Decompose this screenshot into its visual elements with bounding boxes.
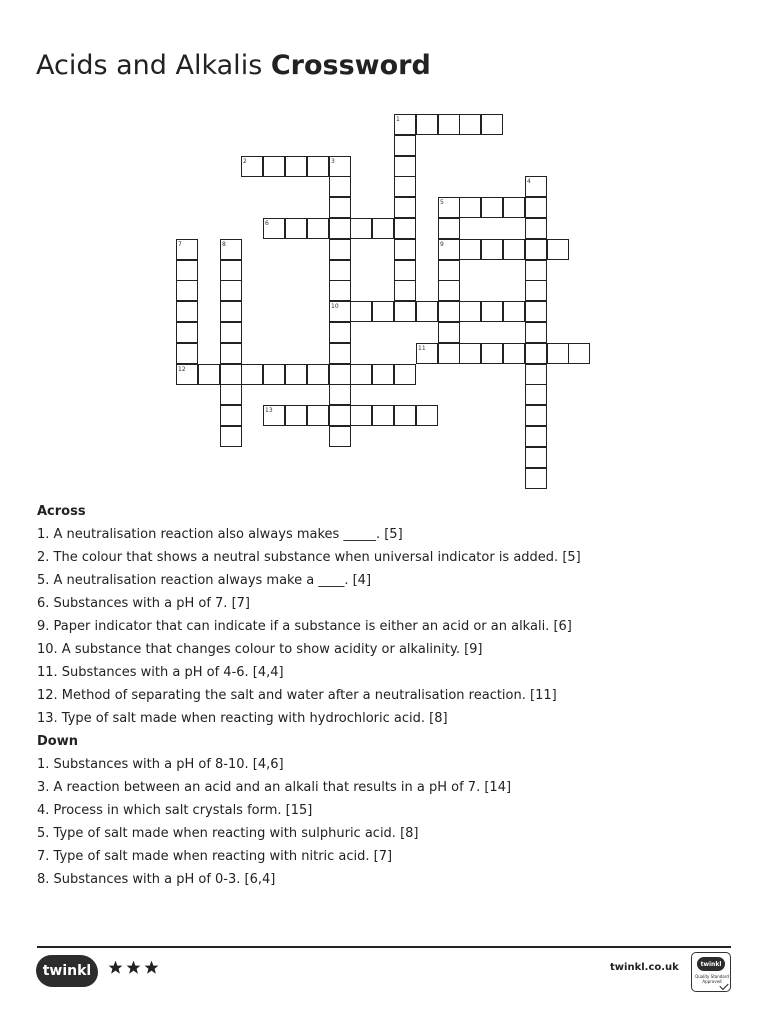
crossword-cell[interactable] [438, 114, 460, 135]
crossword-cell[interactable] [525, 218, 547, 239]
crossword-cell[interactable] [394, 301, 416, 322]
crossword-cell[interactable] [438, 322, 460, 343]
crossword-cell[interactable] [329, 280, 351, 301]
crossword-cell[interactable] [329, 218, 351, 239]
crossword-cell[interactable] [220, 405, 242, 426]
clue-number: 10 [331, 303, 339, 310]
across-clue-6: 6. Substances with a pH of 7. [7] [37, 596, 250, 611]
across-clue-9: 9. Paper indicator that can indicate if a substance is either an acid or an alkali. [6] [37, 619, 572, 634]
crossword-cell[interactable] [372, 218, 394, 239]
title-regular: Acids and Alkalis [36, 50, 263, 81]
crossword-cell[interactable] [198, 364, 220, 385]
crossword-cell[interactable] [394, 405, 416, 426]
crossword-cell[interactable] [329, 239, 351, 260]
twinkl-logo: twinkl [36, 955, 98, 987]
clue-number: 4 [527, 178, 531, 185]
crossword-cell[interactable] [220, 301, 242, 322]
crossword-cell[interactable] [394, 176, 416, 197]
crossword-cell[interactable] [525, 343, 547, 364]
crossword-cell[interactable] [525, 447, 547, 468]
crossword-cell[interactable] [394, 218, 416, 239]
crossword-cell[interactable] [350, 301, 372, 322]
crossword-cell[interactable] [350, 405, 372, 426]
crossword-cell[interactable] [285, 156, 307, 177]
quality-badge [691, 952, 731, 992]
across-clue-13: 13. Type of salt made when reacting with hydrochloric acid. [8] [37, 711, 448, 726]
website-url: twinkl.co.uk [610, 962, 679, 973]
crossword-cell[interactable] [263, 156, 285, 177]
down-clue-3: 3. A reaction between an acid and an alkali that results in a pH of 7. [14] [37, 780, 512, 795]
across-clue-12: 12. Method of separating the salt and water after a neutralisation reaction. [11] [37, 688, 557, 703]
crossword-cell[interactable] [220, 364, 242, 385]
crossword-cell[interactable] [481, 301, 503, 322]
crossword-cell[interactable] [329, 197, 351, 218]
crossword-cell[interactable] [220, 322, 242, 343]
crossword-cell[interactable] [416, 114, 438, 135]
clue-number: 13 [265, 407, 273, 414]
crossword-cell[interactable] [307, 156, 329, 177]
crossword-cell[interactable] [438, 280, 460, 301]
crossword-cell[interactable] [416, 405, 438, 426]
crossword-cell[interactable] [220, 426, 242, 447]
footer-divider [37, 946, 731, 948]
crossword-cell[interactable] [568, 343, 590, 364]
crossword-cell[interactable] [394, 364, 416, 385]
clue-number: 7 [178, 241, 182, 248]
crossword-cell[interactable] [503, 301, 525, 322]
crossword-cell[interactable] [372, 301, 394, 322]
crossword-cell[interactable] [525, 468, 547, 489]
crossword-cell[interactable] [220, 260, 242, 281]
crossword-cell[interactable] [525, 280, 547, 301]
badge-text: Quality Standard Approved [695, 974, 729, 984]
crossword-cell[interactable] [459, 197, 481, 218]
crossword-cell[interactable] [525, 426, 547, 447]
crossword-cell[interactable] [525, 301, 547, 322]
crossword-cell[interactable] [241, 364, 263, 385]
crossword-cell[interactable] [459, 301, 481, 322]
down-clue-1: 1. Substances with a pH of 8-10. [4,6] [37, 757, 284, 772]
crossword-cell[interactable] [263, 364, 285, 385]
crossword-cell[interactable] [329, 426, 351, 447]
crossword-cell[interactable] [525, 197, 547, 218]
crossword-cell[interactable] [438, 218, 460, 239]
crossword-cell[interactable] [394, 260, 416, 281]
crossword-cell[interactable] [459, 343, 481, 364]
crossword-cell[interactable] [372, 405, 394, 426]
clue-number: 8 [222, 241, 226, 248]
crossword-cell[interactable] [329, 176, 351, 197]
crossword-cell[interactable] [547, 239, 569, 260]
crossword-cell[interactable] [525, 405, 547, 426]
crossword-cell[interactable] [329, 322, 351, 343]
crossword-cell[interactable] [481, 239, 503, 260]
crossword-cell[interactable] [503, 343, 525, 364]
crossword-cell[interactable] [481, 197, 503, 218]
clue-number: 3 [331, 158, 335, 165]
down-clue-7: 7. Type of salt made when reacting with nitric acid. [7] [37, 849, 393, 864]
crossword-cell[interactable] [285, 364, 307, 385]
crossword-cell[interactable] [525, 384, 547, 405]
crossword-cell[interactable] [503, 239, 525, 260]
crossword-cell[interactable] [394, 135, 416, 156]
crossword-cell[interactable] [329, 384, 351, 405]
crossword-cell[interactable] [525, 322, 547, 343]
crossword-cell[interactable] [329, 364, 351, 385]
across-clue-5: 5. A neutralisation reaction always make a ____. [4] [37, 573, 372, 588]
crossword-cell[interactable] [438, 343, 460, 364]
clue-number: 1 [396, 116, 400, 123]
crossword-cell[interactable] [307, 405, 329, 426]
crossword-cell[interactable] [329, 343, 351, 364]
crossword-cell[interactable] [329, 405, 351, 426]
crossword-grid [0, 0, 768, 500]
crossword-cell[interactable] [525, 364, 547, 385]
clue-number: 2 [243, 158, 247, 165]
crossword-cell[interactable] [459, 114, 481, 135]
crossword-cell[interactable] [307, 364, 329, 385]
rating-stars [108, 960, 159, 975]
clues-section [37, 500, 737, 891]
down-clue-5: 5. Type of salt made when reacting with sulphuric acid. [8] [37, 826, 419, 841]
crossword-cell[interactable] [176, 343, 198, 364]
down-clue-4: 4. Process in which salt crystals form. [15] [37, 803, 313, 818]
crossword-cell[interactable] [525, 239, 547, 260]
crossword-cell[interactable] [394, 197, 416, 218]
crossword-cell[interactable] [350, 218, 372, 239]
crossword-cell[interactable] [285, 405, 307, 426]
crossword-cell[interactable] [525, 260, 547, 281]
crossword-cell[interactable] [438, 260, 460, 281]
clue-number: 6 [265, 220, 269, 227]
crossword-cell[interactable] [394, 156, 416, 177]
crossword-cell[interactable] [176, 260, 198, 281]
crossword-cell[interactable] [394, 239, 416, 260]
across-clue-10: 10. A substance that changes colour to show acidity or alkalinity. [9] [37, 642, 483, 657]
crossword-cell[interactable] [547, 343, 569, 364]
crossword-cell[interactable] [329, 260, 351, 281]
crossword-cell[interactable] [481, 343, 503, 364]
badge-logo: twinkl [697, 957, 725, 971]
crossword-cell[interactable] [503, 197, 525, 218]
star-icon [126, 960, 141, 975]
crossword-cell[interactable] [220, 280, 242, 301]
crossword-cell[interactable] [307, 218, 329, 239]
crossword-cell[interactable] [481, 114, 503, 135]
across-clue-2: 2. The colour that shows a neutral substance when universal indicator is added. [5] [37, 550, 581, 565]
crossword-cell[interactable] [176, 301, 198, 322]
down-clue-8: 8. Substances with a pH of 0-3. [6,4] [37, 872, 276, 887]
crossword-cell[interactable] [220, 384, 242, 405]
crossword-cell[interactable] [459, 239, 481, 260]
clue-number: 5 [440, 199, 444, 206]
clue-number: 12 [178, 366, 186, 373]
crossword-cell[interactable] [350, 364, 372, 385]
crossword-cell[interactable] [372, 364, 394, 385]
crossword-cell[interactable] [176, 280, 198, 301]
clue-number: 11 [418, 345, 426, 352]
across-heading: Across [37, 504, 86, 519]
title-bold: Crossword [270, 50, 431, 81]
across-clue-1: 1. A neutralisation reaction also always makes _____. [5] [37, 527, 403, 542]
crossword-cell[interactable] [285, 218, 307, 239]
down-heading: Down [37, 734, 78, 749]
star-icon [144, 960, 159, 975]
crossword-cell[interactable] [438, 301, 460, 322]
crossword-cell[interactable] [416, 301, 438, 322]
across-clue-11: 11. Substances with a pH of 4-6. [4,4] [37, 665, 284, 680]
crossword-cell[interactable] [176, 322, 198, 343]
star-icon [108, 960, 123, 975]
crossword-cell[interactable] [394, 280, 416, 301]
crossword-cell[interactable] [220, 343, 242, 364]
clue-number: 9 [440, 241, 444, 248]
